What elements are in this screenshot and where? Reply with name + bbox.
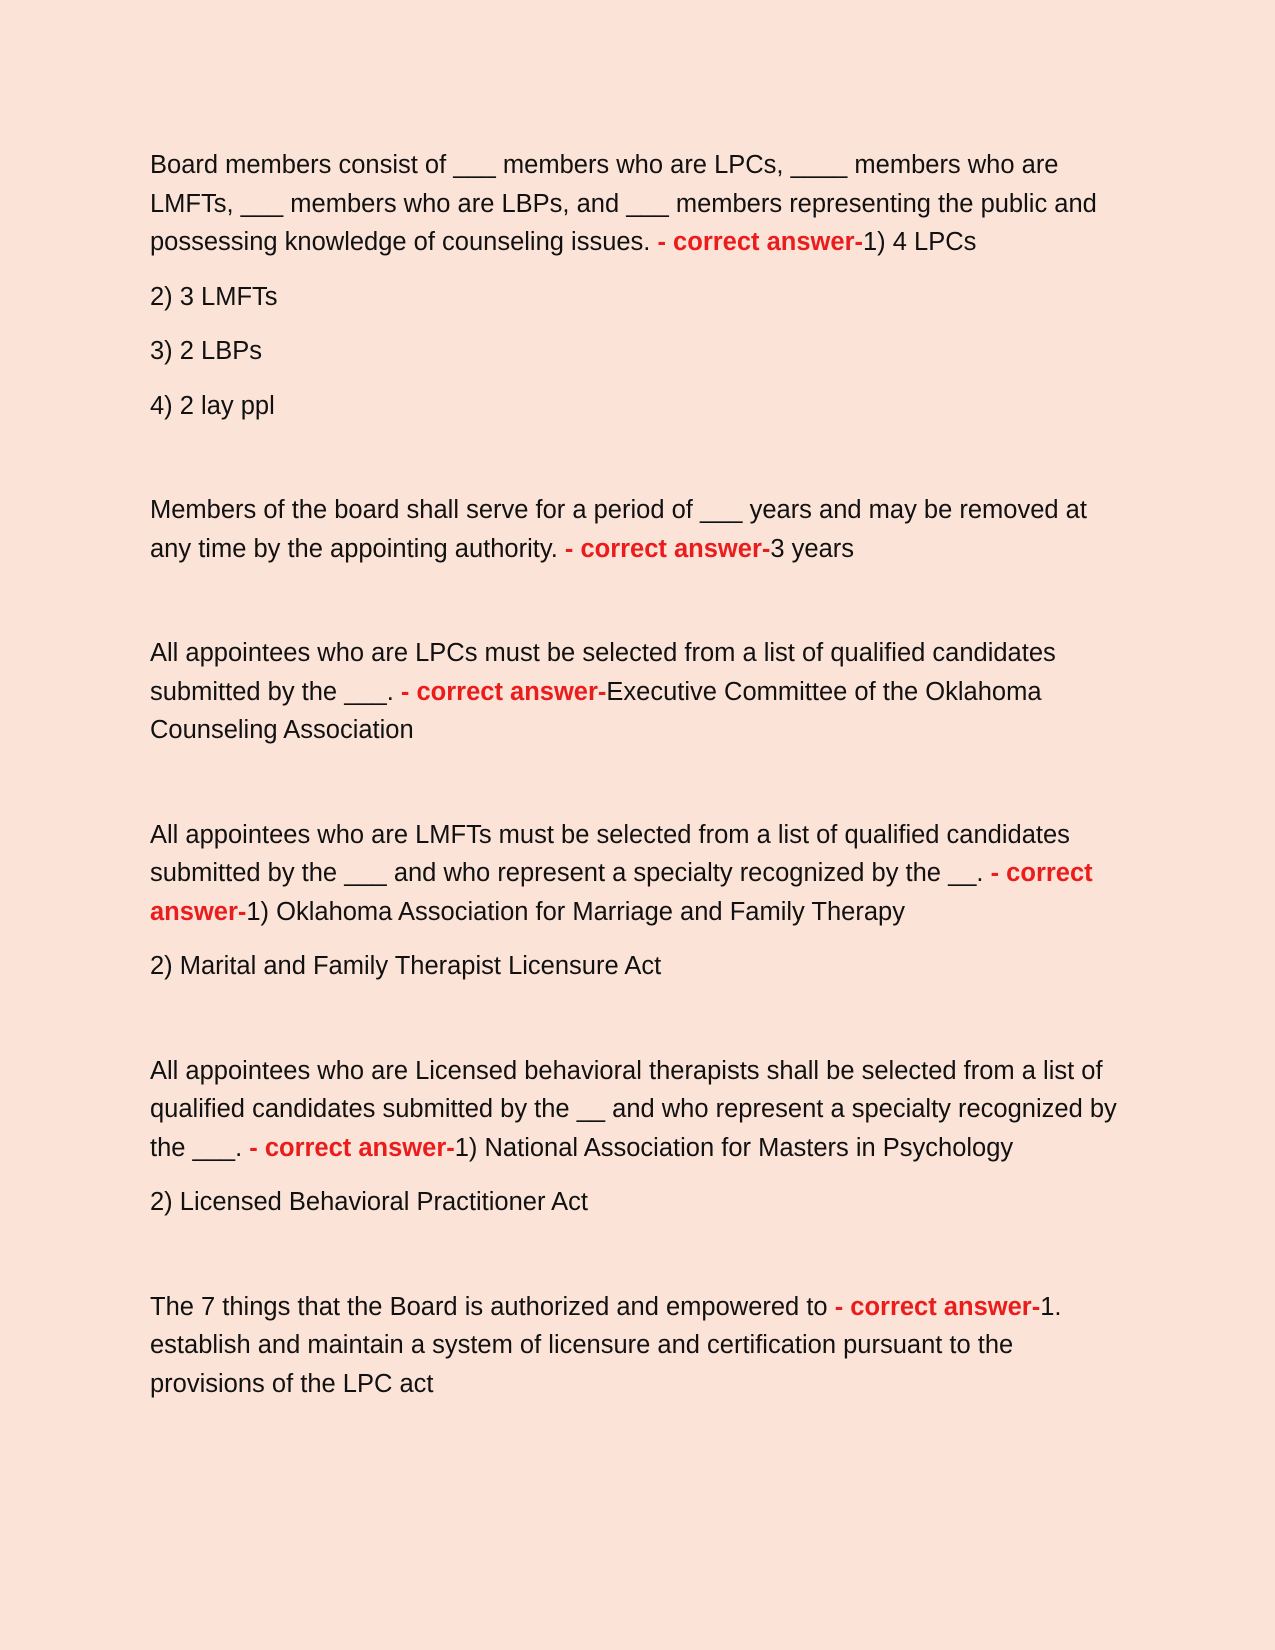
question-text: All appointees who are LMFTs must be selected from a list of qualified candidates submitted by the ___ and who represent a specialty recognized by the __. (150, 820, 1070, 887)
answer-text: Executive Committee of the Oklahoma Counseling Association (150, 677, 1042, 744)
qa-question-line (150, 816, 1130, 932)
correct-answer-marker: - correct answer- (249, 1133, 455, 1162)
correct-answer-marker: - correct answer- (657, 228, 863, 256)
question-text: All appointees who are Licensed behavioral therapists shall be selected from a list of qualified candidates submitted by the __ and who represent a specialty recognized by the ___. (150, 1056, 1117, 1162)
correct-answer-marker: - correct answer- (150, 859, 1093, 926)
answer-text: 1. establish and maintain a system of licensure and certification pursuant to the provisions of the LPC act (150, 1292, 1062, 1398)
qa-item (150, 1052, 1130, 1222)
qa-item (150, 634, 1130, 750)
qa-item (150, 816, 1130, 986)
qa-item (150, 491, 1130, 568)
answer-text: 1) National Association for Masters in Psychology (454, 1133, 1014, 1162)
question-text: The 7 things that the Board is authorized and empowered to (150, 1292, 835, 1321)
qa-question-line (150, 634, 1130, 750)
question-text: Members of the board shall serve for a period of ___ years and may be removed at any time by the appointing authority. (150, 496, 1087, 563)
answer-text: 3 years (770, 534, 854, 563)
answer-line: 4) 2 lay ppl (150, 391, 275, 420)
qa-question-line (150, 491, 1130, 568)
question-text: All appointees who are LPCs must be selected from a list of qualified candidates submitted by the ___. (150, 639, 1056, 706)
qa-item (150, 146, 1130, 425)
correct-answer-marker: - correct answer- (400, 677, 607, 706)
answer-line: 2) Marital and Family Therapist Licensure Act (150, 952, 662, 980)
qa-item (150, 1288, 1130, 1404)
qa-question-line (150, 1288, 1130, 1404)
qa-question-line (150, 1052, 1130, 1168)
answer-line: 2) 3 LMFTs (150, 282, 278, 311)
answer-text: 1) Oklahoma Association for Marriage and Family Therapy (246, 897, 905, 926)
correct-answer-marker: - correct answer- (564, 534, 771, 563)
correct-answer-marker: - correct answer- (834, 1292, 1041, 1321)
answer-line: 2) Licensed Behavioral Practitioner Act (150, 1188, 588, 1216)
answer-line: 3) 2 LBPs (150, 337, 262, 365)
question-text: Board members consist of ___ members who are LPCs, ____ members who are LMFTs, ___ members who are LBPs, and ___ members representing the public and possessing knowledge of counseling issues. (150, 151, 1097, 256)
answer-text: 1) 4 LPCs (862, 228, 977, 256)
qa-question-line (150, 146, 1130, 262)
document-page (150, 146, 1130, 1469)
